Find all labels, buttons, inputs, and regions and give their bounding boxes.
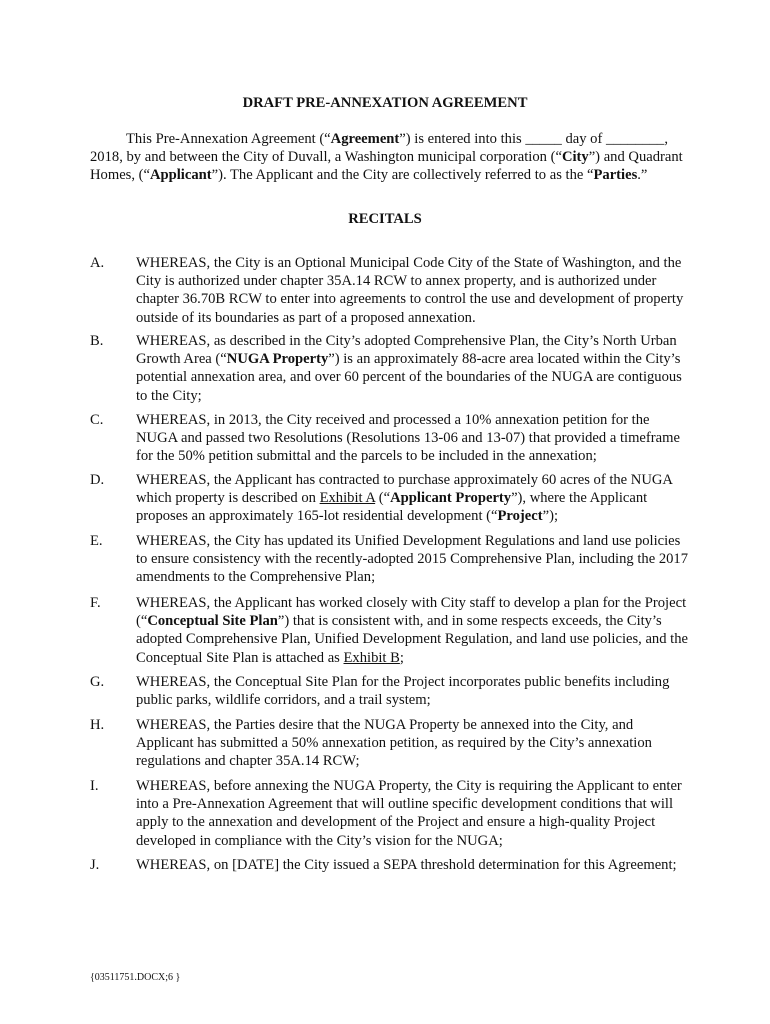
defined-term-city: City bbox=[561, 149, 589, 166]
recital-text: WHEREAS, the City has updated its Unified Development Regulations and land use policies to ensure consistency with the recently-adopted 2015 Comprehensive Plan, including the 2017 amendments to the Comprehensive Plan; bbox=[136, 533, 689, 586]
intro-text-4: ”). The Applicant and the City are collectively referred to as the “ bbox=[211, 167, 594, 184]
intro-text-1: This Pre-Annexation Agreement (“ bbox=[126, 131, 331, 147]
defined-term-agreement: Agreement bbox=[330, 131, 400, 147]
recital-h bbox=[90, 716, 690, 771]
recital-text bbox=[136, 332, 690, 405]
recital-f bbox=[90, 594, 690, 667]
recital-letter: F. bbox=[90, 595, 101, 611]
recital-text-part: WHEREAS, as described in the City’s adopted Comprehensive Plan, the City’s North Urban Growth Area (“ bbox=[136, 333, 677, 368]
recital-text-part: WHEREAS, the Applicant has worked closely with City staff to develop a plan for the Project (“ bbox=[136, 595, 687, 630]
recital-letter: E. bbox=[90, 533, 103, 549]
recital-text: WHEREAS, the Parties desire that the NUGA Property be annexed into the City, and Applicant has submitted a 50% annexation petition, as required by the City’s annexation regulations and chapter 35A.14 RCW; bbox=[136, 717, 652, 770]
recital-b bbox=[90, 332, 690, 405]
recital-letter: J. bbox=[90, 857, 100, 873]
recital-g bbox=[90, 673, 690, 709]
exhibit-a-link[interactable]: Exhibit A bbox=[319, 490, 376, 507]
intro-text-2: ”) is entered into this _____ day of ________, 2018, by and between the City of Duvall, a Washington municipal corporation (“ bbox=[90, 131, 669, 166]
document-title: DRAFT PRE-ANNEXATION AGREEMENT bbox=[242, 95, 528, 111]
recital-letter: C. bbox=[90, 412, 104, 428]
recital-j bbox=[90, 856, 690, 874]
recital-letter: A. bbox=[90, 255, 105, 271]
document-footer-id: {03511751.DOCX;6 } bbox=[90, 972, 181, 983]
intro-text-5: .” bbox=[637, 167, 648, 184]
recital-text: WHEREAS, in 2013, the City received and processed a 10% annexation petition for the NUGA and passed two Resolutions (Resolutions 13-06 and 13-07) that provided a timeframe for the 50% petition submittal and the parcels to be included in the annexation; bbox=[136, 412, 680, 465]
defined-term-conceptual-site-plan: Conceptual Site Plan bbox=[147, 613, 278, 630]
recital-text: WHEREAS, the Conceptual Site Plan for the Project incorporates public benefits including public parks, wildlife corridors, and a trail system; bbox=[136, 674, 670, 709]
recital-text-part: ”); bbox=[542, 508, 559, 525]
recital-text: WHEREAS, before annexing the NUGA Property, the City is requiring the Applicant to enter into a Pre-Annexation Agreement that will outline specific development conditions that will apply to the annexation and development of the Project and ensure a high-quality Project developed in compliance with the City’s vision for the NUGA; bbox=[136, 778, 682, 849]
exhibit-b-link[interactable]: Exhibit B bbox=[343, 649, 400, 666]
recital-a bbox=[90, 254, 690, 327]
recital-d bbox=[90, 471, 690, 526]
recital-letter: B. bbox=[90, 333, 104, 349]
defined-term-project: Project bbox=[497, 508, 543, 525]
defined-term-applicant: Applicant bbox=[149, 167, 212, 184]
recital-text-part: ”) that is consistent with, and in some respects exceeds, the City’s adopted Comprehensive Plan, Unified Development Regulation, and land use policies, and the Conceptual Site Plan is attached as bbox=[136, 613, 688, 666]
defined-term-nuga-property: NUGA Property bbox=[226, 351, 329, 368]
recital-text: WHEREAS, the City is an Optional Municipal Code City of the State of Washington, and the City is authorized under chapter 35A.14 RCW to annex property, and is authorized under chapter 36.70B RCW to enter into agreements to control the use and development of property outside of its boundaries as part of a proposed annexation. bbox=[136, 255, 684, 326]
recital-text-part: ; bbox=[399, 649, 404, 666]
recitals-heading: RECITALS bbox=[348, 211, 422, 227]
recital-letter: D. bbox=[90, 472, 105, 488]
defined-term-applicant-property: Applicant Property bbox=[390, 490, 512, 507]
recital-letter: G. bbox=[90, 674, 105, 690]
recital-text bbox=[136, 471, 690, 526]
recital-text-part: WHEREAS, the Applicant has contracted to purchase approximately 60 acres of the NUGA which property is described on bbox=[136, 472, 673, 507]
recital-e bbox=[90, 532, 690, 587]
recital-letter: H. bbox=[90, 717, 105, 733]
recital-text: WHEREAS, on [DATE] the City issued a SEPA threshold determination for this Agreement; bbox=[136, 857, 677, 873]
recital-c bbox=[90, 411, 690, 466]
intro-text-3: ”) and Quadrant Homes, (“ bbox=[90, 149, 683, 184]
defined-term-parties: Parties bbox=[593, 167, 638, 184]
recital-text-part: ”) is an approximately 88-acre area located within the City’s potential annexation area, and over 60 percent of the boundaries of the NUGA are contiguous to the City; bbox=[136, 351, 682, 404]
recital-text bbox=[136, 594, 690, 667]
recital-text-part: (“ bbox=[375, 490, 391, 507]
intro-paragraph bbox=[90, 130, 690, 185]
recital-i bbox=[90, 777, 690, 850]
recital-letter: I. bbox=[90, 778, 99, 794]
recital-text-part: ”), where the Applicant proposes an approximately 165-lot residential development (“ bbox=[136, 490, 648, 525]
